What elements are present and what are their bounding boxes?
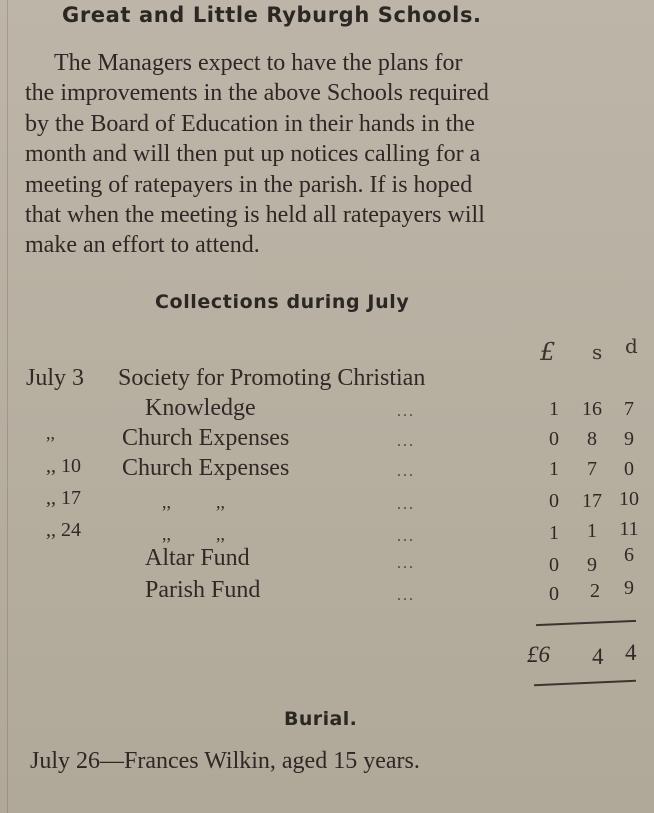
row-date: ,, 17 — [46, 487, 81, 509]
row-shillings: 17 — [582, 490, 602, 512]
row-date: ,, 10 — [46, 455, 81, 477]
row-description-ditto: ,, ,, — [162, 492, 225, 512]
row-pounds: 0 — [549, 583, 559, 605]
burial-heading: Burial. — [284, 708, 358, 730]
shillings-column-header: s — [592, 340, 603, 364]
row-date: ,, — [46, 423, 55, 443]
paragraph-line: the improvements in the above Schools required — [25, 80, 489, 107]
row-shillings: 16 — [582, 398, 602, 420]
row-description: Society for Promoting Christian — [118, 365, 426, 391]
row-pence: 7 — [624, 398, 634, 420]
pence-column-header: d — [625, 334, 638, 358]
row-pounds: 0 — [549, 554, 559, 576]
total-shillings: 4 — [592, 644, 604, 669]
row-pounds: 0 — [549, 428, 559, 450]
row-description: Church Expenses — [122, 425, 290, 451]
paragraph-line: month and will then put up notices calling for a — [25, 141, 481, 168]
row-leader-dots: ... — [397, 528, 415, 545]
paragraph-line: make an effort to attend. — [25, 232, 260, 259]
row-leader-dots: ... — [397, 555, 415, 572]
pounds-column-header: £ — [540, 338, 556, 366]
row-shillings: 8 — [587, 428, 597, 450]
schools-paragraph — [25, 48, 639, 261]
row-pounds: 1 — [549, 522, 559, 544]
row-description: Altar Fund — [145, 545, 250, 571]
row-description: Church Expenses — [122, 455, 290, 481]
row-shillings: 1 — [587, 520, 597, 542]
row-leader-dots: ... — [397, 433, 415, 450]
schools-heading: Great and Little Ryburgh Schools. — [62, 3, 482, 27]
collections-heading: Collections during July — [155, 291, 410, 313]
row-pounds: 1 — [549, 398, 559, 420]
row-pence: 9 — [624, 577, 634, 599]
row-date: July 3 — [26, 365, 85, 391]
row-shillings: 9 — [587, 554, 597, 576]
row-shillings: 2 — [590, 580, 600, 602]
sum-rule-top — [536, 620, 636, 626]
row-description-ditto: ,, ,, — [162, 524, 225, 544]
burial-entry: July 26—Frances Wilkin, aged 15 years. — [30, 748, 420, 774]
paragraph-line: that when the meeting is held all ratepayers will — [25, 201, 485, 228]
row-pounds: 0 — [549, 490, 559, 512]
total-pence: 4 — [625, 640, 637, 665]
row-description: Parish Fund — [145, 577, 261, 603]
paragraph-line: meeting of ratepayers in the parish. If is hoped — [25, 171, 473, 198]
row-shillings: 7 — [587, 458, 597, 480]
row-pence: 6 — [624, 544, 634, 566]
paragraph-line: by the Board of Education in their hands in the — [25, 110, 475, 137]
row-pence: 11 — [619, 518, 639, 540]
row-leader-dots: ... — [397, 587, 415, 604]
sum-rule-bottom — [534, 680, 636, 686]
row-date: ,, 24 — [46, 519, 81, 541]
row-pence: 10 — [619, 488, 639, 510]
row-description: Knowledge — [145, 395, 256, 421]
row-leader-dots: ... — [397, 463, 415, 480]
row-pence: 0 — [624, 458, 634, 480]
row-leader-dots: ... — [397, 403, 415, 420]
paragraph-line: The Managers expect to have the plans for — [54, 50, 463, 76]
row-leader-dots: ... — [397, 496, 415, 513]
total-pounds: £6 — [527, 642, 550, 667]
page-fold-line — [7, 0, 8, 813]
row-pounds: 1 — [549, 458, 559, 480]
row-pence: 9 — [624, 428, 634, 450]
